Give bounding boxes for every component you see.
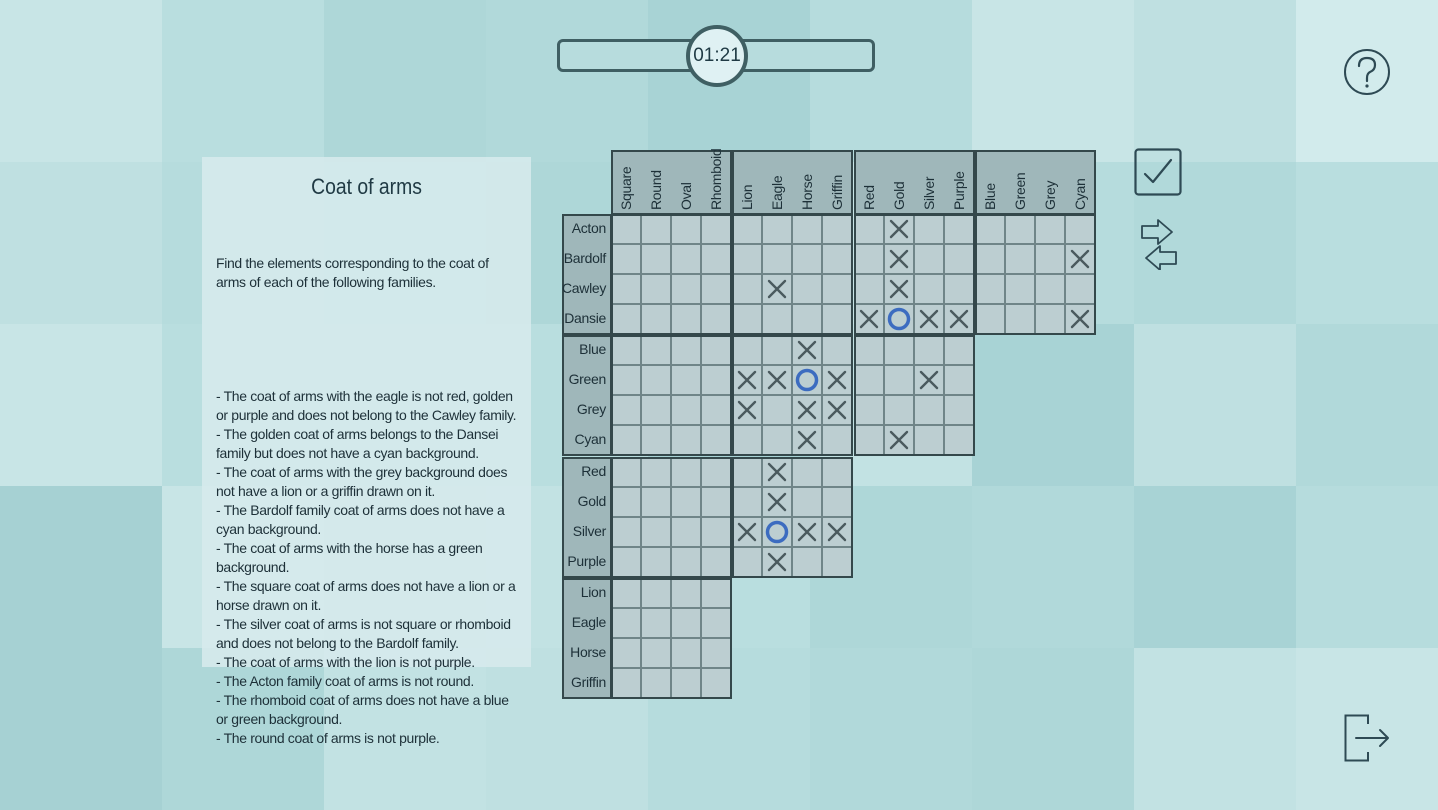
grid-cell[interactable] [611,608,641,638]
grid-cell[interactable] [914,274,944,304]
grid-cell[interactable] [762,244,792,274]
grid-cell[interactable] [792,304,822,334]
grid-cell[interactable] [732,335,762,365]
grid-cell[interactable] [641,517,671,547]
grid-cell[interactable] [641,244,671,274]
cross-mark-icon [914,365,944,395]
clue-item: - The Acton family coat of arms is not round. [216,673,474,689]
help-button[interactable] [1343,48,1391,101]
cross-mark-icon [792,335,822,365]
grid-cell[interactable] [1005,274,1035,304]
column-label: Lion [739,184,756,210]
grid-cell[interactable] [1005,304,1035,334]
grid-cell[interactable] [611,274,641,304]
clue-item: - The silver coat of arms is not square or rhomboid and does not belong to the Bardolf family. [216,616,515,651]
grid-cell[interactable] [732,547,762,577]
grid-cell[interactable] [732,304,762,334]
grid-cell[interactable] [854,365,884,395]
grid-cell[interactable] [701,214,731,244]
grid-cell[interactable] [732,487,762,517]
grid-cell[interactable] [822,547,852,577]
row-label: Cawley [562,280,607,296]
grid-cell[interactable] [975,274,1005,304]
grid-cell[interactable] [671,517,701,547]
grid-cell[interactable] [641,425,671,455]
grid-cell[interactable] [944,425,974,455]
grid-cell[interactable] [671,487,701,517]
grid-cell[interactable] [701,365,731,395]
grid-cell[interactable] [641,547,671,577]
column-label: Square [618,166,634,210]
grid-cell[interactable] [762,335,792,365]
cross-mark-icon [884,425,914,455]
grid-cell[interactable] [914,395,944,425]
column-label: Horse [799,174,816,210]
grid-cell[interactable] [611,214,641,244]
grid-cell[interactable] [822,304,852,334]
grid-cell[interactable] [792,244,822,274]
grid-cell[interactable] [762,425,792,455]
grid-cell[interactable] [611,668,641,698]
row-label: Blue [579,341,606,358]
grid-cell[interactable] [611,547,641,577]
grid-cell[interactable] [822,425,852,455]
cross-mark-icon [732,395,762,425]
grid-cell[interactable] [641,668,671,698]
cross-mark-icon [792,425,822,455]
row-label: Bardolf [563,250,606,266]
grid-cell[interactable] [822,335,852,365]
cross-mark-icon [822,365,852,395]
grid-cell[interactable] [975,214,1005,244]
clue-item: - The coat of arms with the horse has a green background. [216,540,487,575]
grid-cell[interactable] [914,425,944,455]
grid-cell[interactable] [1065,214,1095,244]
grid-cell[interactable] [792,487,822,517]
grid-cell[interactable] [944,365,974,395]
grid-cell[interactable] [822,214,852,244]
grid-cell[interactable] [671,608,701,638]
grid-cell[interactable] [671,638,701,668]
circle-mark-icon [762,517,792,547]
row-label: Gold [577,492,606,509]
grid-cell[interactable] [611,638,641,668]
column-label: Eagle [769,175,786,210]
row-label: Horse [570,644,606,661]
grid-cell[interactable] [671,365,701,395]
cross-mark-icon [732,517,762,547]
clue-item: - The coat of arms with the lion is not purple. [216,654,475,670]
cross-mark-icon [914,304,944,334]
grid-cell[interactable] [611,578,641,608]
grid-cell[interactable] [762,395,792,425]
grid-cell[interactable] [762,304,792,334]
grid-cell[interactable] [914,244,944,274]
grid-cell[interactable] [1035,274,1065,304]
grid-cell[interactable] [944,244,974,274]
grid-cell[interactable] [944,395,974,425]
cross-mark-icon [762,457,792,487]
grid-cell[interactable] [822,487,852,517]
grid-cell[interactable] [701,578,731,608]
row-label: Purple [567,552,606,569]
clue-item: - The Bardolf family coat of arms does not have a cyan background. [216,502,508,537]
cross-mark-icon [884,274,914,304]
grid-cell[interactable] [854,244,884,274]
grid-cell[interactable] [701,457,731,487]
grid-cell[interactable] [1035,244,1065,274]
grid-cell[interactable] [944,214,974,244]
grid-cell[interactable] [701,517,731,547]
grid-cell[interactable] [884,365,914,395]
grid-cell[interactable] [611,244,641,274]
grid-cell[interactable] [641,365,671,395]
clue-item: - The rhomboid coat of arms does not have a blue or green background. [216,692,513,727]
column-label: Rhomboid [708,148,724,210]
grid-cell[interactable] [611,395,641,425]
grid-cell[interactable] [1065,274,1095,304]
circle-mark-icon [792,365,822,395]
grid-cell[interactable] [641,457,671,487]
grid-cell[interactable] [732,274,762,304]
grid-cell[interactable] [701,335,731,365]
cross-mark-icon [762,274,792,304]
grid-cell[interactable] [611,457,641,487]
grid-cell[interactable] [701,274,731,304]
column-label: Silver [920,176,937,210]
grid-cell[interactable] [944,335,974,365]
grid-cell[interactable] [671,578,701,608]
grid-cell[interactable] [792,457,822,487]
grid-cell[interactable] [641,395,671,425]
grid-cell[interactable] [641,214,671,244]
swap-arrows-icon [1138,218,1180,270]
grid-cell[interactable] [671,547,701,577]
column-label: Purple [950,171,967,210]
grid-cell[interactable] [854,335,884,365]
grid-cell[interactable] [854,395,884,425]
column-label: Round [648,170,664,210]
grid-cell[interactable] [792,547,822,577]
cross-mark-icon [884,214,914,244]
grid-cell[interactable] [1005,244,1035,274]
grid-cell[interactable] [1035,304,1065,334]
grid-cell[interactable] [854,425,884,455]
grid-cell[interactable] [671,214,701,244]
grid-cell[interactable] [611,365,641,395]
row-label: Acton [571,220,606,236]
grid-cell[interactable] [762,214,792,244]
row-label: Dansie [564,310,606,326]
grid-cell[interactable] [671,395,701,425]
column-label: Oval [678,182,694,210]
grid-cell[interactable] [701,244,731,274]
circle-mark-icon [884,304,914,334]
grid-cell[interactable] [611,304,641,334]
grid-cell[interactable] [641,578,671,608]
grid-cell[interactable] [732,214,762,244]
puzzle-intro: Find the elements corresponding to the coat of arms of each of the following families. [216,255,493,290]
grid-cell[interactable] [701,638,731,668]
clue-item: - The round coat of arms is not purple. [216,730,440,746]
grid-cell[interactable] [671,335,701,365]
exit-button[interactable] [1344,714,1392,767]
checkmark-icon [1134,148,1182,196]
grid-cell[interactable] [944,274,974,304]
grid-cell[interactable] [611,487,641,517]
grid-cell[interactable] [792,214,822,244]
grid-cell[interactable] [641,274,671,304]
grid-cell[interactable] [671,244,701,274]
row-label: Grey [576,401,606,418]
grid-cell[interactable] [914,335,944,365]
exit-door-icon [1344,714,1392,762]
puzzle-title: Coat of arms [311,174,422,199]
grid-cell[interactable] [701,395,731,425]
check-solution-button[interactable] [1134,148,1182,201]
cross-mark-icon [884,244,914,274]
grid-cell[interactable] [914,214,944,244]
clue-item: - The coat of arms with the grey background does not have a lion or a griffin drawn on it. [216,464,511,499]
row-label: Green [568,371,606,388]
grid-cell[interactable] [671,304,701,334]
timer-display: 01:21 [686,25,748,87]
cross-mark-icon [762,365,792,395]
grid-cell[interactable] [732,425,762,455]
grid-cell[interactable] [792,274,822,304]
column-label: Red [860,185,877,210]
column-label: Green [1012,172,1029,210]
row-label: Silver [572,522,606,539]
grid-cell[interactable] [975,304,1005,334]
grid-cell[interactable] [1005,214,1035,244]
cross-mark-icon [854,304,884,334]
cross-mark-icon [762,547,792,577]
grid-cell[interactable] [822,274,852,304]
grid-cell[interactable] [884,395,914,425]
cross-mark-icon [1065,244,1095,274]
row-label: Griffin [571,674,606,691]
grid-cell[interactable] [671,425,701,455]
question-mark-icon [1343,48,1391,96]
row-label: Red [581,462,606,479]
clue-item: - The square coat of arms does not have a lion or a horse drawn on it. [216,578,519,613]
grid-cell[interactable] [975,244,1005,274]
grid-cell[interactable] [854,214,884,244]
grid-cell[interactable] [611,425,641,455]
grid-cell[interactable] [701,608,731,638]
column-label: Grey [1042,180,1059,210]
grid-cell[interactable] [641,608,671,638]
grid-cell[interactable] [701,487,731,517]
grid-cell[interactable] [822,244,852,274]
grid-cell[interactable] [641,487,671,517]
cross-mark-icon [822,517,852,547]
clue-item: - The coat of arms with the eagle is not red, golden or purple and does not belong to the Cawley family. [216,388,517,423]
grid-cell[interactable] [671,668,701,698]
grid-cell[interactable] [822,457,852,487]
clue-item: - The golden coat of arms belongs to the Dansei family but does not have a cyan background. [216,426,502,461]
grid-cell[interactable] [1035,214,1065,244]
cross-mark-icon [792,517,822,547]
grid-cell[interactable] [701,304,731,334]
grid-cell[interactable] [641,638,671,668]
row-label: Eagle [571,614,606,631]
grid-cell[interactable] [641,335,671,365]
grid-cell[interactable] [701,547,731,577]
cross-mark-icon [822,395,852,425]
column-label: Gold [890,181,907,210]
grid-cell[interactable] [611,517,641,547]
grid-cell[interactable] [854,274,884,304]
row-label: Lion [580,584,606,601]
grid-cell[interactable] [701,425,731,455]
grid-cell[interactable] [611,335,641,365]
cross-mark-icon [792,395,822,425]
cross-mark-icon [944,304,974,334]
column-label: Griffin [829,175,846,210]
column-label: Blue [982,183,999,210]
cross-mark-icon [1065,304,1095,334]
grid-cell[interactable] [884,335,914,365]
grid-cell[interactable] [641,304,671,334]
grid-cell[interactable] [732,244,762,274]
cross-mark-icon [732,365,762,395]
column-label: Cyan [1072,178,1089,210]
row-label: Cyan [574,431,606,448]
grid-cell[interactable] [732,457,762,487]
cross-mark-icon [762,487,792,517]
swap-button[interactable] [1138,218,1180,275]
grid-cell[interactable] [701,668,731,698]
grid-cell[interactable] [671,274,701,304]
grid-cell[interactable] [671,457,701,487]
